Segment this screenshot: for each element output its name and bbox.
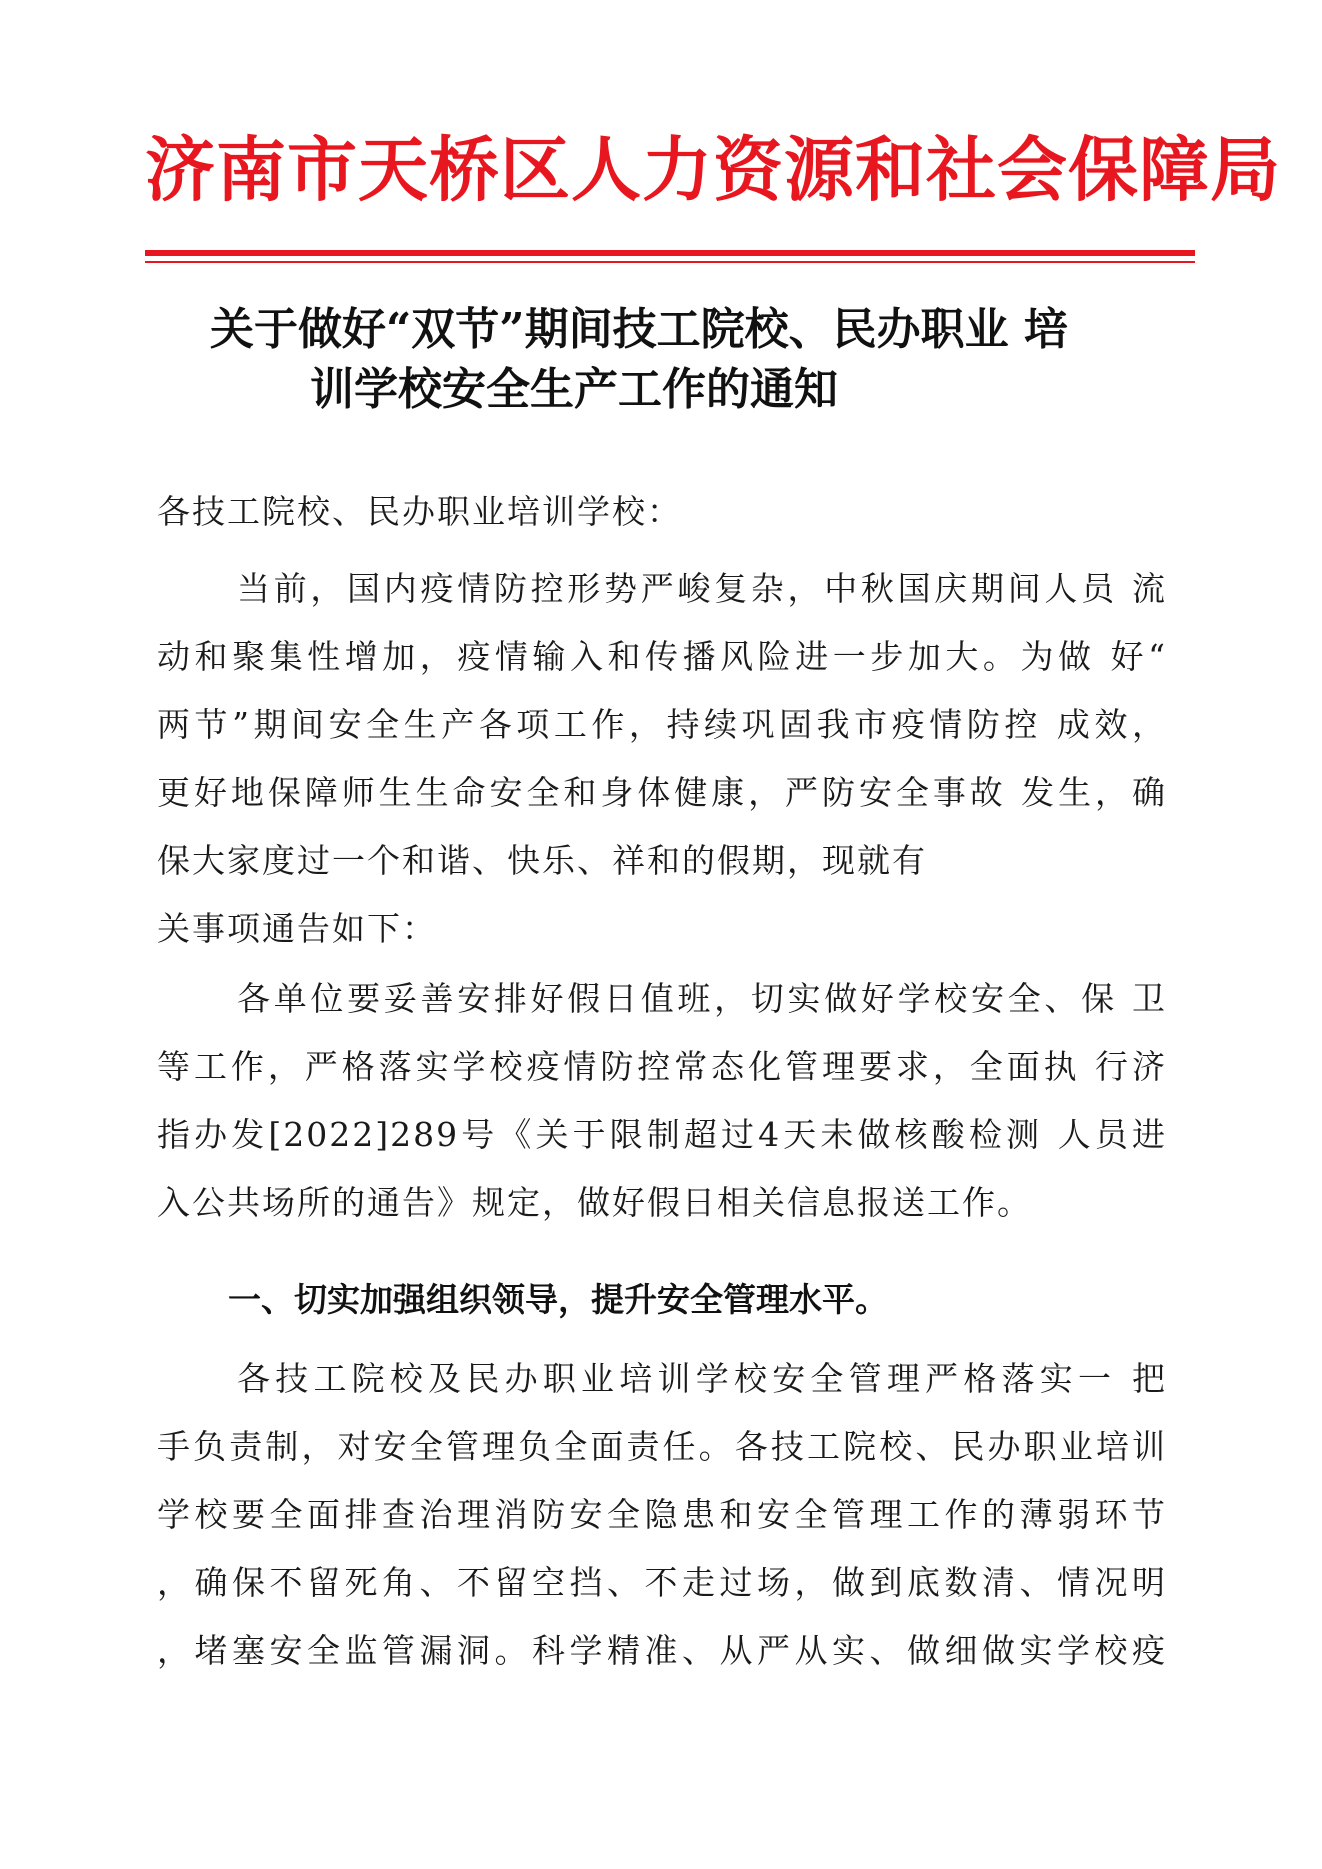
masthead-rule-thick [145, 250, 1195, 256]
section-heading-1: 一、切实加强组织领导，提升安全管理水平。 [228, 1280, 888, 1319]
paragraph-line: 入公共场所的通告》规定，做好假日相关信息报送工作。 [157, 1183, 1032, 1222]
paragraph-duty [157, 965, 1167, 1237]
paragraph-line: 两节”期间安全生产各项工作，持续巩固我市疫情防控 成效， [157, 705, 1167, 744]
paragraph-line: 学校要全面排查治理消防安全隐患和安全管理工作的薄弱环节 [157, 1495, 1167, 1534]
paragraph-line: 当前，国内疫情防控形势严峻复杂，中秋国庆期间人员 流 [237, 569, 1167, 608]
paragraph-line: 指办发[2022]289号《关于限制超过4天未做核酸检测 人员进 [157, 1115, 1167, 1154]
title-line-1: 关于做好“双节”期间技工院校、民办职业 培 [210, 304, 1068, 355]
paragraph-line: 关事项通告如下： [157, 909, 437, 948]
paragraph-line: ，堵塞安全监管漏洞。科学精准、从严从实、做细做实学校疫 [157, 1631, 1167, 1670]
salutation: 各技工院校、民办职业培训学校： [157, 492, 682, 531]
document-title [210, 300, 1170, 420]
paragraph-line: 更好地保障师生生命安全和身体健康，严防安全事故 发生，确 [157, 773, 1167, 812]
paragraph-line: 等工作，严格落实学校疫情防控常态化管理要求，全面执 行济 [157, 1047, 1167, 1086]
paragraph-line: 动和聚集性增加，疫情输入和传播风险进一步加大。为做 好“ [157, 637, 1167, 676]
title-line-2: 训学校安全生产工作的通知 [310, 364, 838, 415]
paragraph-line: 各单位要妥善安排好假日值班，切实做好学校安全、保 卫 [237, 979, 1167, 1018]
paragraph-intro [157, 555, 1167, 963]
paragraph-line: 各技工院校及民办职业培训学校安全管理严格落实一 把 [237, 1359, 1167, 1398]
paragraph-line: 手负责制，对安全管理负全面责任。各技工院校、民办职业培训 [157, 1427, 1167, 1466]
agency-masthead: 济南市天桥区人力资源和社会保障局 [145, 128, 1281, 211]
masthead-rule-thin [145, 261, 1195, 263]
paragraph-line: ，确保不留死角、不留空挡、不走过场，做到底数清、情况明 [157, 1563, 1167, 1602]
paragraph-section-1 [157, 1345, 1167, 1685]
paragraph-line: 保大家度过一个和谐、快乐、祥和的假期，现就有 [157, 841, 927, 880]
